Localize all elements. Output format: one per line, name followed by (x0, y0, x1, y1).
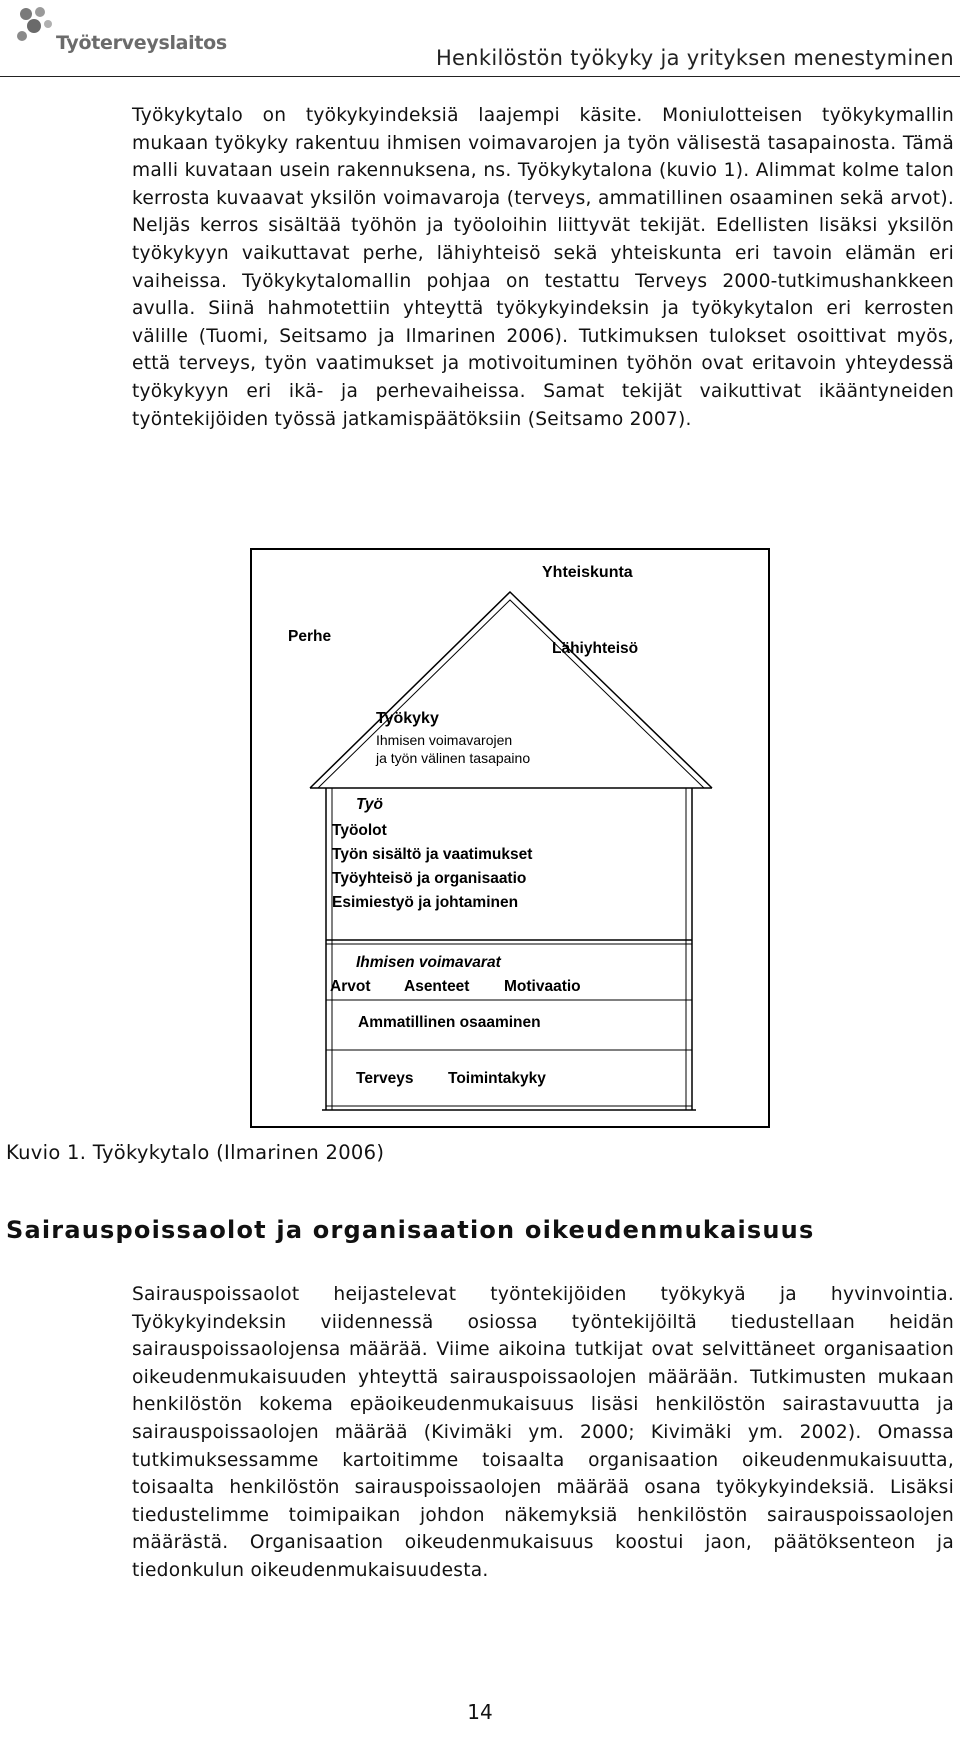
work-item: Työyhteisö ja organisaatio (332, 870, 527, 887)
roof-title: Työkyky (376, 710, 439, 727)
logo-symbol-icon (14, 6, 60, 46)
work-heading: Työ (356, 796, 383, 813)
roof-line-2: ja työn välinen tasapaino (376, 750, 531, 766)
resources-heading: Ihmisen voimavarat (356, 954, 501, 971)
work-item: Esimiestyö ja johtaminen (332, 894, 519, 911)
competence-label: Ammatillinen osaaminen (358, 1014, 541, 1031)
logo-text: Työterveyslaitos (56, 32, 227, 54)
header-divider (0, 76, 960, 77)
work-item: Työn sisältö ja vaatimukset (332, 846, 533, 863)
family-label: Perhe (288, 628, 332, 645)
health-label: Terveys (356, 1070, 414, 1087)
body-paragraph-2: Sairauspoissaolot heijastelevat työntekijöiden työkykyä ja hyvinvointia. Työkykyindeksin viidennessä osiossa työntekijöiltä tiedustellaan heidän sairauspoissaolojensa määrää. Viime aikoina tutkijat ovat selvittäneet organisaation oikeudenmukaisuuden yhteyttä sairauspoissaolojen määrään. Tutkimusten mukaan henkilöstön kokema epäoikeudenmukaisuus lisäsi henkilöstön sairastavuutta ja sairauspoissaolojen määrää (Kivimäki ym. 2000; Kivimäki ym. 2002). Omassa tutkimuksessamme kartoitimme toisaalta organisaation oikeudenmukaisuutta, toisaalta henkilöstön sairauspoissaolojen määrää osana työkykyindeksiä. Lisäksi tiedustelimme toimipaikan johdon näkemyksiä henkilöstön sairauspoissaolojen määrästä. Organisaation oikeudenmukaisuus koostui jaon, päätöksenteon ja tiedonkulun oikeudenmukaisuudesta. (132, 1284, 954, 1581)
work-ability-house-figure (250, 548, 770, 1128)
work-item: Työolot (332, 822, 387, 839)
values-label: Arvot (330, 978, 371, 995)
body-paragraph-1: Työkykytalo on työkykyindeksiä laajempi käsite. Moniulotteisen työkykymallin mukaan työkyky rakentuu ihmisen voimavarojen ja työn välisestä tasapainosta. Tämä malli kuvataan usein rakennuksena, ns. Työkykytalona (kuvio 1). Alimmat kolme talon kerrosta kuvaavat yksilön voimavaroja (terveys, ammatillinen osaaminen sekä arvot). Neljäs kerros sisältää työhön ja työoloihin liittyvät tekijät. Edellisten lisäksi yksilön työkykyyn vaikuttavat perhe, lähiyhteisö sekä yhteiskunta eri tavoin elämän eri vaiheissa. Työkykytalomallin pohjaa on testattu Terveys 2000-tutkimushankkeen avulla. Siinä hahmotettiin yhteyttä työkykyindeksin ja työkykytalon eri kerrosten välille (Tuomi, Seitsamo ja Ilmarinen 2006). Tutkimuksen tulokset osoittivat myös, että terveys, työn vaatimukset ja motivoituminen työhön ovat eritavoin yhteydessä työkykyyn eri ikä- ja perhevaiheissa. Samat tekijät vaikuttivat ikääntyneiden työntekijöiden työssä jatkamispäätöksiin (Seitsamo 2007). (132, 105, 954, 430)
attitudes-label: Asenteet (404, 978, 470, 995)
roof-line-1: Ihmisen voimavarojen (376, 732, 513, 748)
running-header: Henkilöstön työkyky ja yrityksen menestyminen (435, 46, 954, 70)
figure-caption: Kuvio 1. Työkykytalo (Ilmarinen 2006) (6, 1141, 385, 1164)
community-label: Lähiyhteisö (552, 640, 639, 657)
motivation-label: Motivaatio (504, 978, 581, 995)
page-number: 14 (467, 1700, 493, 1724)
functional-capacity-label: Toimintakyky (448, 1070, 546, 1087)
logo (10, 6, 227, 66)
society-label: Yhteiskunta (542, 564, 633, 581)
section-heading: Sairauspoissaolot ja organisaation oikeudenmukaisuus (6, 1216, 815, 1244)
